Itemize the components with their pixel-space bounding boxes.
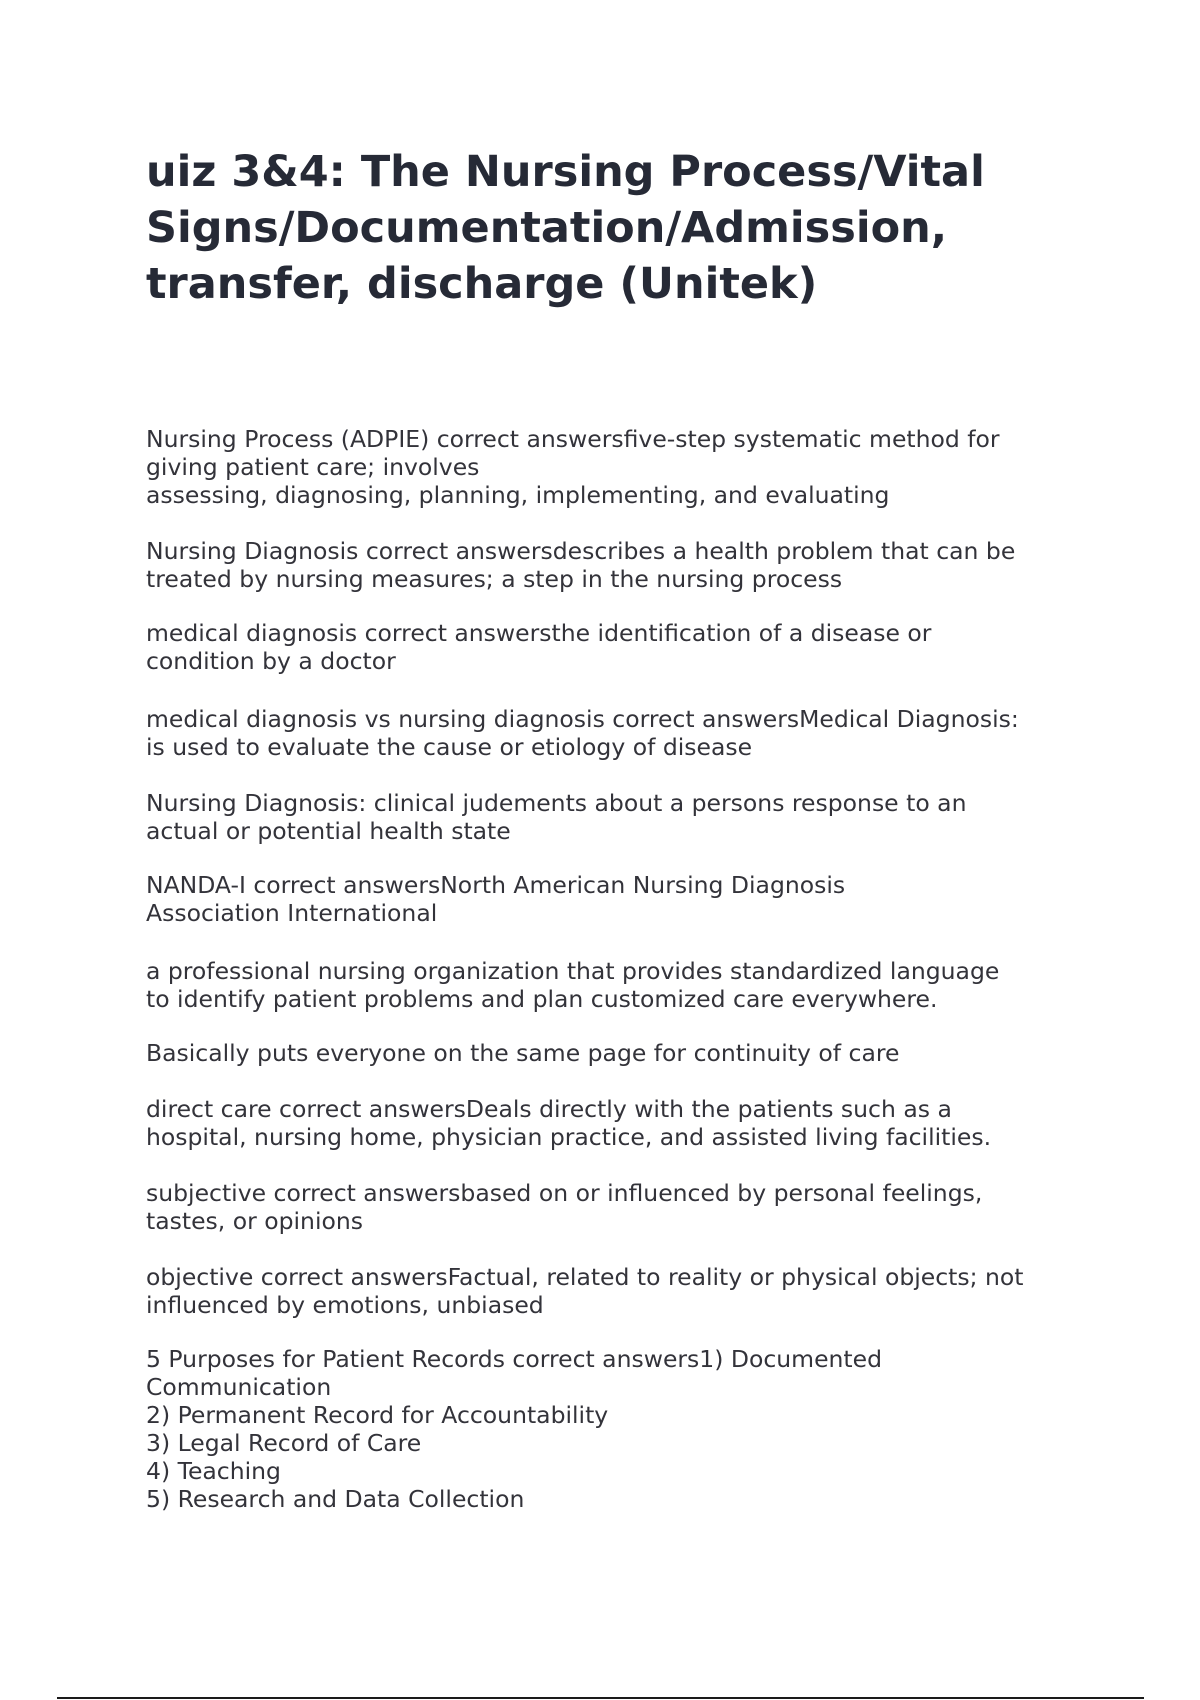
entry-objective (146, 1263, 1066, 1319)
entry-line: tastes, or opinions (146, 1207, 363, 1235)
list-item: 3) Legal Record of Care (146, 1429, 422, 1457)
entry-line: a professional nursing organization that provides standardized language (146, 957, 1000, 985)
entry-line: giving patient care; involves (146, 453, 480, 481)
entry-patient-records (146, 1345, 1066, 1513)
entry-line: Nursing Diagnosis: clinical judements about a persons response to an (146, 789, 967, 817)
list-item: 2) Permanent Record for Accountability (146, 1401, 609, 1429)
entry-direct-care (146, 1095, 1066, 1151)
entry-continuity-of-care (146, 1039, 1066, 1067)
entry-line: direct care correct answersDeals directly with the patients such as a (146, 1095, 952, 1123)
title-line: uiz 3&4: The Nursing Process/Vital (146, 147, 985, 197)
entry-line: Association International (146, 899, 438, 927)
entry-line: NANDA-I correct answersNorth American Nursing Diagnosis (146, 871, 846, 899)
entry-nursing-process (146, 425, 1066, 509)
entry-subjective (146, 1179, 1066, 1235)
list-item: 5) Research and Data Collection (146, 1485, 525, 1513)
entry-professional-organization (146, 957, 1066, 1013)
entry-medical-diagnosis (146, 619, 1066, 675)
entry-line: Nursing Process (ADPIE) correct answersfive-step systematic method for (146, 425, 1000, 453)
entry-line: objective correct answersFactual, related to reality or physical objects; not (146, 1263, 1024, 1291)
title-line: Signs/Documentation/Admission, (146, 203, 948, 253)
document-body (146, 425, 1066, 1513)
entry-medical-vs-nursing (146, 705, 1066, 761)
entry-line: Communication (146, 1373, 332, 1401)
entry-line: is used to evaluate the cause or etiology of disease (146, 733, 753, 761)
footer-divider (57, 1697, 1144, 1699)
entry-nanda-i (146, 871, 1066, 927)
entry-line: treated by nursing measures; a step in the nursing process (146, 565, 843, 593)
entry-line: 5 Purposes for Patient Records correct answers1) Documented (146, 1345, 883, 1373)
entry-line: Basically puts everyone on the same page for continuity of care (146, 1039, 900, 1067)
entry-nursing-diagnosis-definition (146, 789, 1066, 845)
entry-line: Nursing Diagnosis correct answersdescribes a health problem that can be (146, 537, 1016, 565)
entry-line: medical diagnosis correct answersthe identification of a disease or (146, 619, 932, 647)
entry-line: condition by a doctor (146, 647, 396, 675)
entry-line: actual or potential health state (146, 817, 511, 845)
document-title (146, 144, 1106, 312)
title-line: transfer, discharge (Unitek) (146, 259, 818, 309)
entry-line: hospital, nursing home, physician practice, and assisted living facilities. (146, 1123, 992, 1151)
entry-line: influenced by emotions, unbiased (146, 1291, 544, 1319)
entry-nursing-diagnosis (146, 537, 1066, 593)
entry-line: to identify patient problems and plan customized care everywhere. (146, 985, 938, 1013)
entry-line: assessing, diagnosing, planning, implementing, and evaluating (146, 481, 890, 509)
entry-line: subjective correct answersbased on or influenced by personal feelings, (146, 1179, 983, 1207)
entry-line: medical diagnosis vs nursing diagnosis correct answersMedical Diagnosis: (146, 705, 1019, 733)
list-item: 4) Teaching (146, 1457, 281, 1485)
